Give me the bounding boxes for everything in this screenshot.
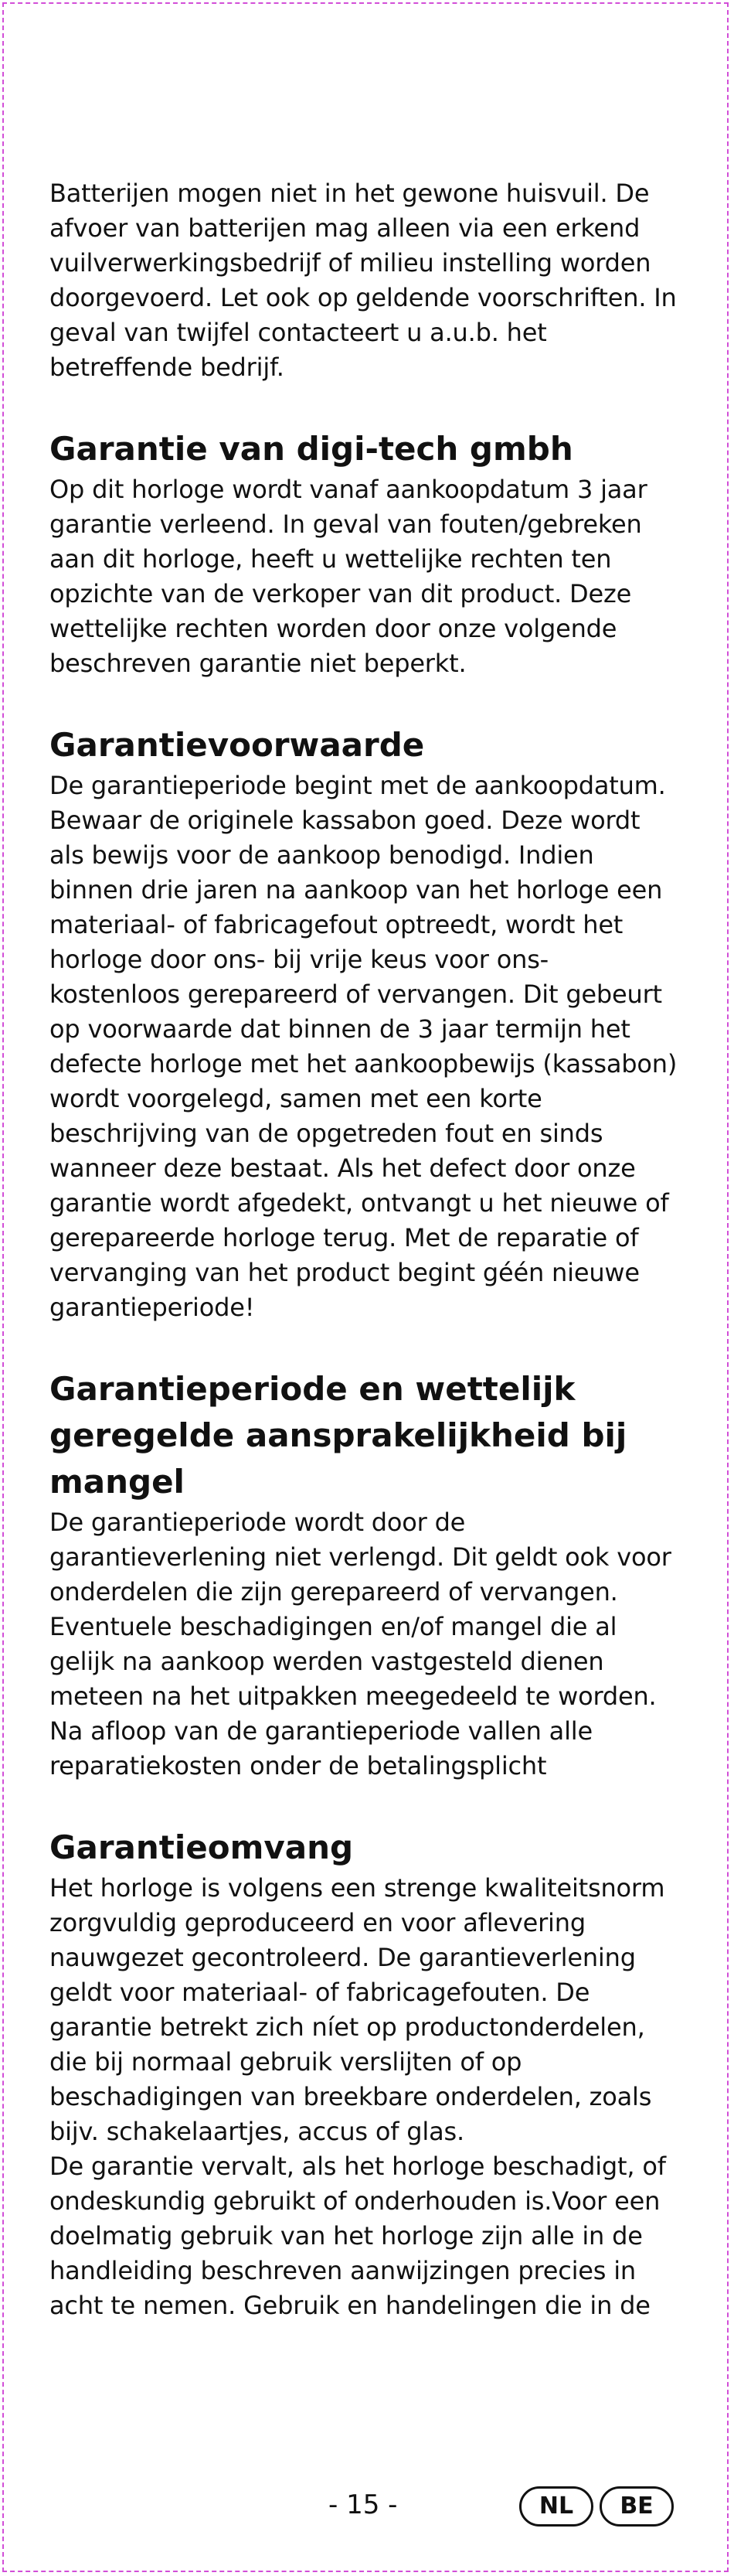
heading-garantie-digi-tech: Garantie van digi-tech gmbh xyxy=(49,430,573,468)
paragraph-battery-disposal: Batterijen mogen niet in het gewone huisvuil. De afvoer van batterijen mag alleen via een erkend vuilverwerkingsbedrijf of milieu instelling worden doorgevoerd. Let ook op geldende voorschriften. In geval van twijfel contacteert u a.u.b. het betreffende bedrijf. xyxy=(49,179,677,382)
language-badges xyxy=(519,2486,674,2527)
page-number: - 15 - xyxy=(328,2489,398,2520)
heading-garantieomvang: Garantieomvang xyxy=(49,1828,354,1866)
paragraph-garantieomvang: Het horloge is volgens een strenge kwaliteitsnorm zorgvuldig geproduceerd en voor aflevering nauwgezet gecontroleerd. De garantieverlening geldt voor materiaal- of fabricagefouten. De garantie betrekt zich níet op productonderdelen, die bij normaal gebruik verslijten of op beschadigingen van breekbare onderdelen, zoals bijv. schakelaartjes, accus of glas. De garantie vervalt, als het horloge beschadigt, of ondeskundig gebruikt of onderhouden is.Voor een doelmatig gebruik van het horloge zijn alle in de handleiding beschreven aanwijzingen precies in acht te nemen. Gebruik en handelingen die in de xyxy=(49,1873,666,2320)
heading-garantieperiode: Garantieperiode en wettelijk geregelde aansprakelijkheid bij mangel xyxy=(49,1370,627,1501)
paragraph-garantieperiode: De garantieperiode wordt door de garantieverlening niet verlengd. Dit geldt ook voor onderdelen die zijn gerepareerd of vervangen. Eventuele beschadigingen en/of mangel die al gelijk na aankoop werden vastgesteld dienen meteen na het uitpakken meegedeeld te worden. Na afloop van de garantieperiode vallen alle reparatiekosten onder de betalingsplicht xyxy=(49,1508,671,1780)
heading-garantievoorwaarde: Garantievoorwaarde xyxy=(49,726,425,764)
language-badge-nl: NL xyxy=(519,2486,593,2527)
language-badge-be: BE xyxy=(600,2486,674,2527)
paragraph-garantie-digi-tech: Op dit horloge wordt vanaf aankoopdatum 3 jaar garantie verleend. In geval van fouten/gebreken aan dit horloge, heeft u wettelijke rechten ten opzichte van de verkoper van dit product. Deze wettelijke rechten worden door onze volgende beschreven garantie niet beperkt. xyxy=(49,475,647,678)
paragraph-garantievoorwaarde: De garantieperiode begint met de aankoopdatum. Bewaar de originele kassabon goed. Deze wordt als bewijs voor de aankoop benodigd. Indien binnen drie jaren na aankoop van het horloge een materiaal- of fabricagefout optreedt, wordt het horloge door ons- bij vrije keus voor ons- kostenloos gerepareerd of vervangen. Dit gebeurt op voorwaarde dat binnen de 3 jaar termijn het defecte horloge met het aankoopbewijs (kassabon) wordt voorgelegd, samen met een korte beschrijving van de opgetreden fout en sinds wanneer deze bestaat. Als het defect door onze garantie wordt afgedekt, ontvangt u het nieuwe of gerepareerde horloge terug. Met de reparatie of vervanging van het product begint géén nieuwe garantieperiode! xyxy=(49,771,678,1322)
page-footer xyxy=(0,2483,734,2530)
document-body xyxy=(49,176,691,2323)
